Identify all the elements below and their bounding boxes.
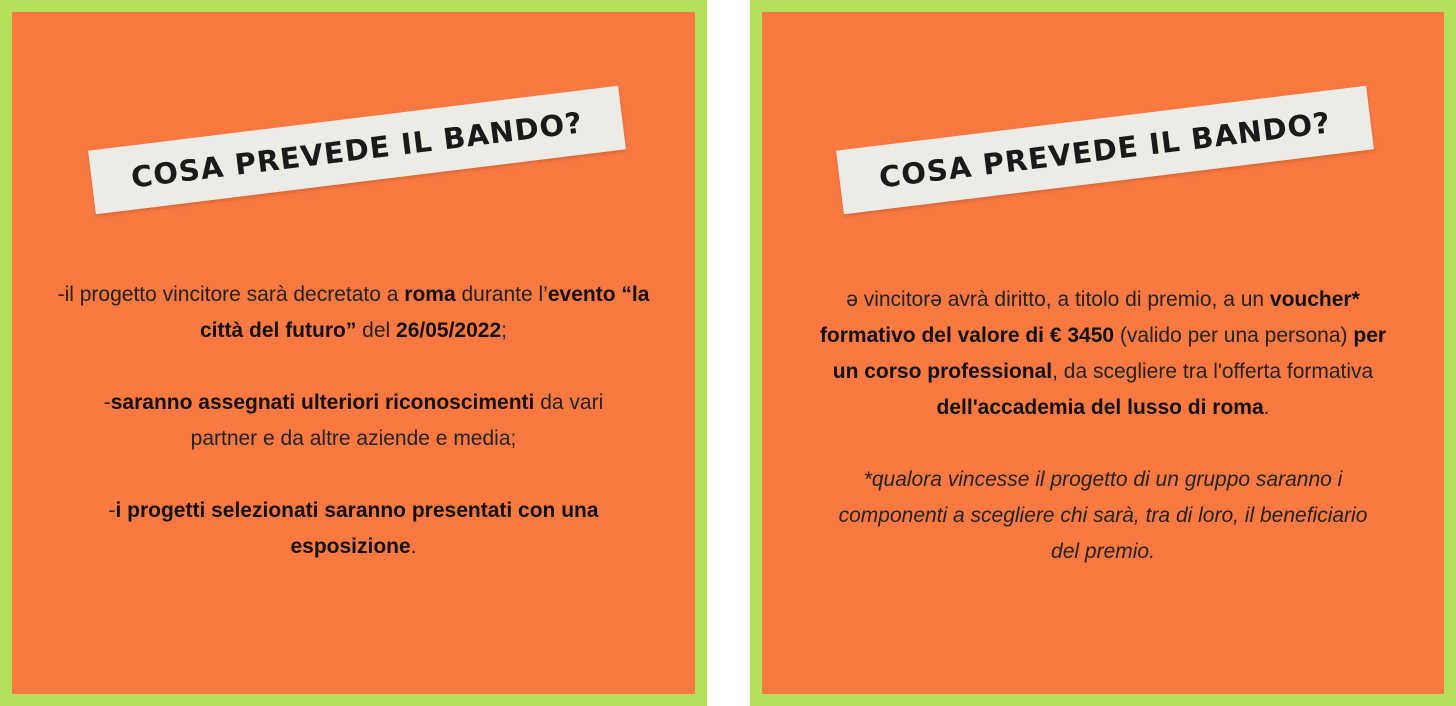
left-card-panel	[12, 12, 695, 694]
right-footnote: *qualora vincesse il progetto di un gruppo saranno i componenti a scegliere chi sarà, tra di loro, il beneficiario del premio.	[838, 468, 1368, 563]
left-card-frame	[0, 0, 707, 706]
right-paragraph-1: ə vincitorə avrà diritto, a titolo di premio, a un voucher* formativo del valore di € 3450 (valido per una persona) per un corso professional, da scegliere tra l'offerta formativa dell'accademia del lusso di roma.	[819, 288, 1387, 419]
left-title-tape	[88, 86, 626, 215]
right-card-frame	[750, 0, 1456, 706]
left-body	[12, 277, 695, 565]
right-card-panel	[762, 12, 1444, 694]
right-title-tape	[836, 86, 1374, 215]
right-title: COSA PREVEDE IL BANDO?	[877, 105, 1333, 195]
right-body	[762, 282, 1444, 570]
left-paragraph-1: -il progetto vincitore sarà decretato a roma durante l’evento “la città del futuro” del 26/05/2022;	[57, 283, 650, 342]
left-paragraph-2: -saranno assegnati ulteriori riconoscimenti da vari partner e da altre aziende e media;	[103, 391, 604, 450]
left-paragraph-3: -i progetti selezionati saranno presentati con una esposizione.	[108, 499, 599, 558]
left-title: COSA PREVEDE IL BANDO?	[129, 105, 585, 195]
